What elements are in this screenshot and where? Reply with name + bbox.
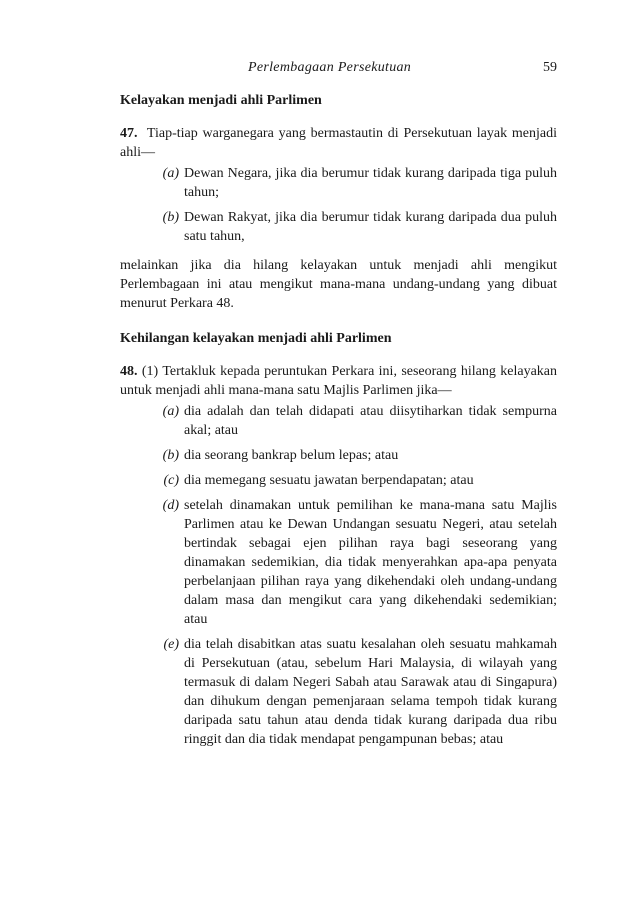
list-item [120,446,557,465]
page-number: 59 [543,60,557,75]
item-label: (d) [162,498,179,513]
list-item [120,164,557,202]
section-47-intro-text: Tiap-tiap warganegara yang bermastautin di Persekutuan layak menjadi ahli— [120,126,558,160]
item-text: dia telah disabitkan atas suatu kesalahan oleh sesuatu mahkamah di Persekutuan (atau, sebelum Hari Malaysia, di wilayah yang termasuk di dalam Negeri Sabah atau Sarawak atau di Singapura) dan dihukum dengan pemenjaraan selama tempoh tidak kurang daripada satu tahun atau denda tidak kurang daripada dua ribu ringgit dan dia tidak mendapat pengampunan bebas; atau [184,637,557,747]
item-label: (b) [162,210,179,225]
item-text: dia adalah dan telah didapati atau diisytiharkan tidak sempurna akal; atau [184,404,557,438]
list-item [120,208,557,246]
section-48-intro [120,362,557,400]
page-header [120,60,557,80]
section-47-intro [120,124,557,162]
section-48-intro-text: (1) Tertakluk kepada peruntukan Perkara ini, seseorang hilang kelayakan untuk menjadi ahli mana-mana satu Majlis Parlimen jika— [120,364,558,398]
item-label: (c) [163,473,179,488]
article-number-47: 47. [120,126,138,141]
page-body [120,91,557,755]
item-text: setelah dinamakan untuk pemilihan ke mana-mana satu Majlis Parlimen atau ke Dewan Undangan sesuatu Negeri, atau setelah bertindak sebagai ejen pilihan raya bagi seseorang yang dinamakan sedemikian, dia tidak menyerahkan apa-apa penyata perbelanjaan pilihan raya yang dikehendaki oleh undang-undang dalam masa dan mengikut cara yang dikehendaki sedemikian; atau [184,498,557,627]
section-48-heading: Kehilangan kelayakan menjadi ahli Parlimen [120,331,392,346]
item-label: (a) [162,404,179,419]
list-item [120,635,557,749]
item-text: dia seorang bankrap belum lepas; atau [184,448,399,463]
section-47-list [120,164,557,246]
section-48-list [120,402,557,749]
item-label: (a) [162,166,179,181]
item-label: (b) [162,448,179,463]
item-text: Dewan Rakyat, jika dia berumur tidak kurang daripada dua puluh satu tahun, [184,210,557,244]
list-item [120,471,557,490]
article-number-48: 48. [120,364,138,379]
section-47-closing: melainkan jika dia hilang kelayakan untuk menjadi ahli mengikut Perlembagaan ini atau mengikut mana-mana undang-undang yang dibuat menurut Perkara 48. [120,258,557,311]
list-item [120,496,557,629]
item-text: dia memegang sesuatu jawatan berpendapatan; atau [184,473,474,488]
running-title: Perlembagaan Persekutuan [248,60,412,75]
section-47-heading: Kelayakan menjadi ahli Parlimen [120,93,322,108]
item-label: (e) [163,637,179,652]
item-text: Dewan Negara, jika dia berumur tidak kurang daripada tiga puluh tahun; [184,166,557,200]
list-item [120,402,557,440]
